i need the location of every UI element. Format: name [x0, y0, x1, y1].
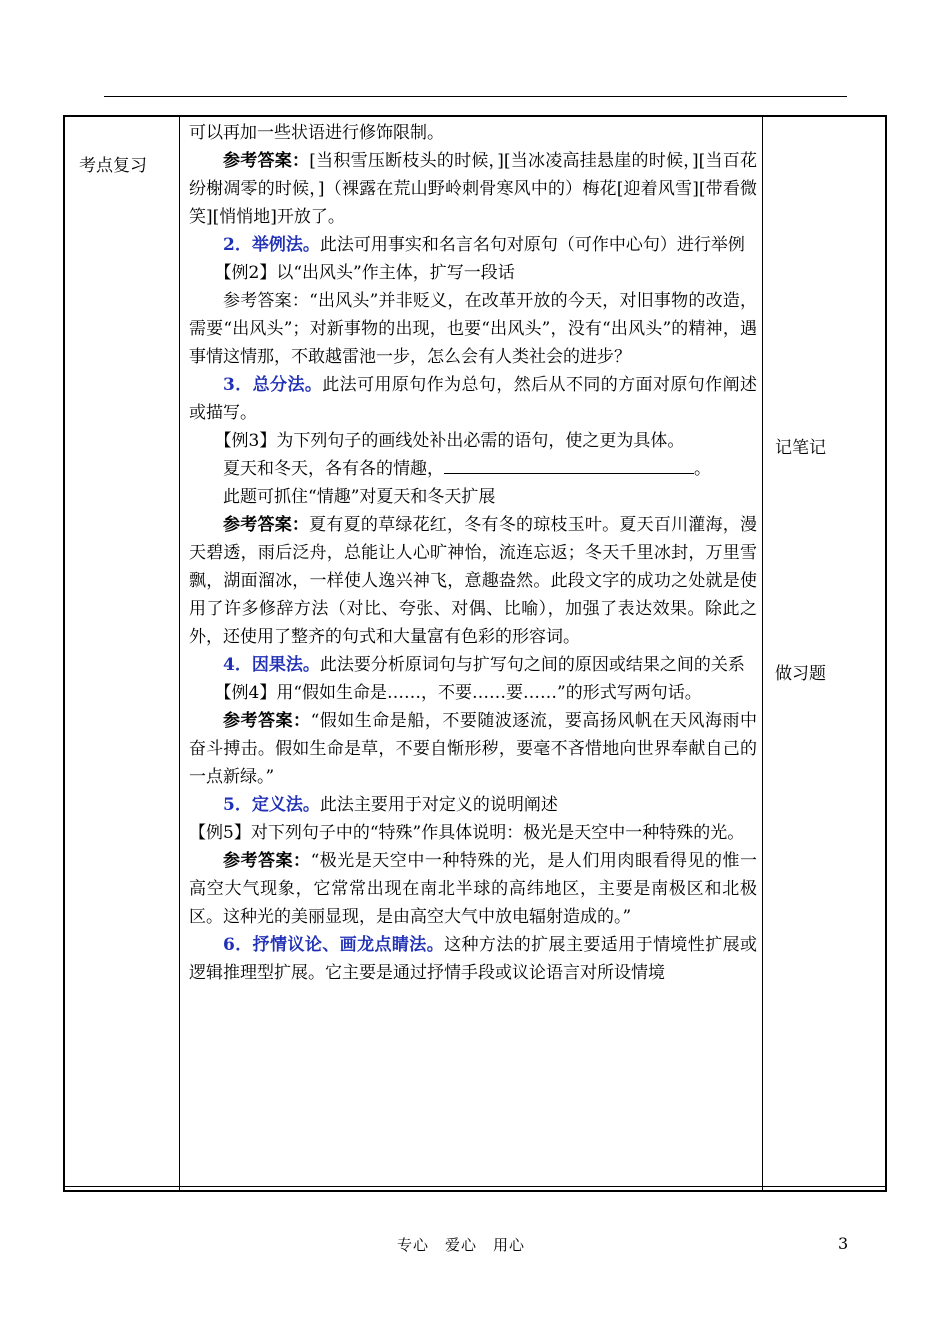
- sentence-text: 夏天和冬天，各有各的情趣，: [223, 459, 444, 479]
- example-3-hint: 此题可抓住“情趣”对夏天和冬天扩展: [223, 487, 496, 507]
- method-text: 此法可用原句作为总句，然后从不同的方面对原句作阐述或描写。: [189, 375, 757, 423]
- answer-label: 参考答案：: [223, 515, 310, 535]
- column-divider-left: [179, 117, 180, 1190]
- method-title: 2．举例法。: [223, 235, 320, 255]
- fill-blank-line: [444, 455, 694, 474]
- answer-5: [189, 847, 757, 931]
- column-divider-right: [762, 117, 763, 1190]
- method-4: [189, 651, 757, 679]
- answer-4: [189, 707, 757, 791]
- method-title: 3．总分法。: [223, 375, 323, 395]
- example-5: 【例5】对下列句子中的“特殊”作具体说明：极光是天空中一种特殊的光。: [189, 823, 745, 843]
- method-title: 5．定义法。: [223, 795, 320, 815]
- sentence-end: 。: [694, 459, 711, 479]
- footer-motto: 专心 爱心 用心: [397, 1236, 526, 1254]
- page-number: 3: [838, 1234, 849, 1253]
- answer-2: 参考答案：“出风头”并非贬义，在改革开放的今天，对旧事物的改造，需要“出风头”；对新事物的出现，也要“出风头”，没有“出风头”的精神，遇事情这情那，不敢越雷池一步，怎么会有人类社会的进步？: [189, 291, 757, 367]
- method-2: [189, 231, 757, 259]
- method-5: [189, 791, 757, 819]
- header-rule: [104, 96, 847, 97]
- answer-label: 参考答案：: [223, 851, 311, 871]
- section-label-review: 考点复习: [79, 156, 147, 176]
- paragraph-intro: 可以再加一些状语进行修饰限制。: [189, 123, 444, 143]
- example-3-sentence: [189, 455, 757, 483]
- method-text: 此法可用事实和名言名句对原句（可作中心句）进行举例: [319, 235, 745, 255]
- content-body: [189, 119, 757, 987]
- table-bottom-rule: [65, 1186, 885, 1187]
- method-6: [189, 931, 757, 987]
- answer-label: 参考答案：: [223, 151, 310, 171]
- example-4: 【例4】用“假如生命是……，不要……要……”的形式写两句话。: [214, 683, 702, 703]
- answer-text: 夏有夏的草绿花红，冬有冬的琼枝玉叶。夏天百川灌海，漫天碧透，雨后泛舟，总能让人心旷神怡，流连忘返；冬天千里冰封，万里雪飘，湖面溜冰，一样使人逸兴神飞，意趣盎然。此段文字的成功之处就是使用了许多修辞方法（对比、夸张、对偶、比喻），加强了表达效果。除此之外，还使用了整齐的句式和大量富有色彩的形容词。: [189, 515, 758, 647]
- method-3: [189, 371, 757, 427]
- answer-label: 参考答案：: [223, 711, 311, 731]
- method-text: 此法主要用于对定义的说明阐述: [319, 795, 558, 815]
- example-3: 【例3】为下列句子的画线处补出必需的语句，使之更为具体。: [214, 431, 685, 451]
- method-title: 6．抒情议论、画龙点睛法。: [223, 935, 445, 955]
- lesson-table: [63, 115, 887, 1192]
- method-text: 这种方法的扩展主要适用于情境性扩展或逻辑推理型扩展。它主要是通过抒情手段或议论语言对所设情境: [189, 935, 758, 983]
- example-2: 【例2】以“出风头”作主体，扩写一段话: [214, 263, 515, 283]
- answer-text: [当积雪压断枝头的时候，][当冰凌高挂悬崖的时候，][当百花纷榭凋零的时候，]（裸露在荒山野岭刺骨寒风中的）梅花[迎着风雪][带看微笑][悄悄地]开放了。: [189, 151, 757, 227]
- method-title: 4．因果法。: [223, 655, 320, 675]
- side-label-exercises: 做习题: [775, 664, 826, 684]
- answer-3: [189, 511, 757, 651]
- answer-1: [189, 147, 757, 231]
- side-label-notes: 记笔记: [775, 438, 826, 458]
- method-text: 此法要分析原词句与扩写句之间的原因或结果之间的关系: [319, 655, 745, 675]
- answer-text: “极光是天空中一种特殊的光，是人们用肉眼看得见的惟一高空大气现象，它常常出现在南北半球的高纬地区，主要是南极区和北极区。这种光的美丽显现，是由高空大气中放电辐射造成的。”: [189, 851, 757, 927]
- answer-text: “假如生命是船，不要随波逐流，要高扬风帆在天风海雨中奋斗搏击。假如生命是草，不要自惭形秽，要毫不吝惜地向世界奉献自己的一点新绿。”: [189, 711, 757, 787]
